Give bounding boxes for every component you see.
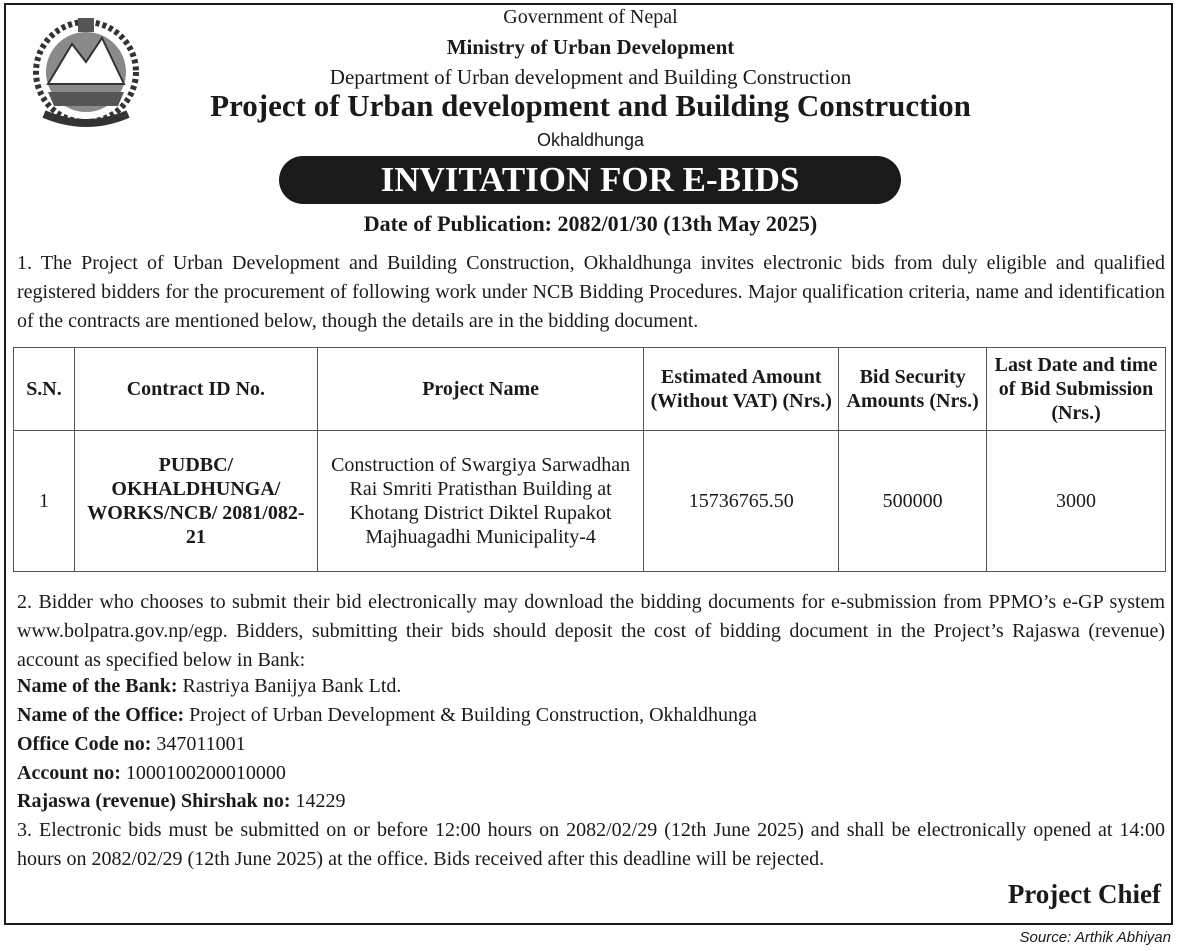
ministry-heading: Ministry of Urban Development <box>446 35 735 59</box>
office-name-label: Name of the Office: <box>17 704 185 726</box>
header-bid-security: Bid Security Amounts (Nrs.) <box>839 348 987 431</box>
department-heading: Department of Urban development and Building Construction <box>329 65 852 89</box>
cell-sn: 1 <box>14 431 75 572</box>
shirshak-value: 14229 <box>290 790 346 812</box>
source-credit: Source: Arthik Abhiyan <box>1019 929 1171 946</box>
cell-bid-security: 500000 <box>839 431 987 572</box>
invitation-banner: INVITATION FOR E-BIDS <box>279 156 901 204</box>
cell-project-name: Construction of Swargiya Sarwadhan Rai Smriti Pratisthan Building at Khotang District Diktel Rupakot Majhuagadhi Municipality-4 <box>317 431 644 572</box>
shirshak-line <box>17 790 346 813</box>
bids-table <box>13 347 1166 572</box>
signoff: Project Chief <box>1007 879 1161 909</box>
office-code-label: Office Code no: <box>17 733 152 755</box>
table-row <box>14 431 1166 572</box>
bank-name-line <box>17 675 401 698</box>
paragraph-2: 2. Bidder who chooses to submit their bid electronically may download the bidding documents for e-submission from PPMO’s e-GP system www.bolpatra.gov.np/egp. Bidders, submitting their bids should deposit the cost of bidding document in the Project’s Rajaswa (revenue) account as specified below in Bank: <box>17 591 1165 671</box>
header-sn: S.N. <box>14 348 75 431</box>
header-contract-id: Contract ID No. <box>74 348 317 431</box>
office-name-value: Project of Urban Development & Building Construction, Okhaldhunga <box>184 704 757 726</box>
cell-estimated-amount: 15736765.50 <box>644 431 839 572</box>
publication-date: Date of Publication: 2082/01/30 (13th May 2025) <box>363 211 818 236</box>
account-line <box>17 762 286 785</box>
location-heading: Okhaldhunga <box>536 130 645 150</box>
cell-contract-id: PUDBC/ OKHALDHUNGA/ WORKS/NCB/ 2081/082-21 <box>74 431 317 572</box>
government-heading: Government of Nepal <box>503 6 678 28</box>
table-header-row <box>14 348 1166 431</box>
cell-last-date: 3000 <box>987 431 1166 572</box>
header-estimated-amount: Estimated Amount (Without VAT) (Nrs.) <box>644 348 839 431</box>
bank-name-value: Rastriya Banijya Bank Ltd. <box>177 675 402 697</box>
header-project-name: Project Name <box>317 348 644 431</box>
paragraph-3: 3. Electronic bids must be submitted on or before 12:00 hours on 2082/02/29 (12th June 2025) and shall be electronically opened at 14:00 hours on 2082/02/29 (12th June 2025) at the office. Bids received after this deadline will be rejected. <box>17 819 1165 870</box>
office-code-line <box>17 733 246 756</box>
office-name-line <box>17 704 757 727</box>
paragraph-1: 1. The Project of Urban Development and Building Construction, Okhaldhunga invites electronic bids from duly eligible and qualified registered bidders for the procurement of following work under NCB Bidding Procedures. Major qualification criteria, name and identification of the contracts are mentioned below, though the details are in the bidding document. <box>17 252 1165 332</box>
account-label: Account no: <box>17 762 121 784</box>
account-value: 1000100200010000 <box>120 762 286 784</box>
header-last-date: Last Date and time of Bid Submission (Nrs.) <box>987 348 1166 431</box>
bank-name-label: Name of the Bank: <box>17 675 178 697</box>
shirshak-label: Rajaswa (revenue) Shirshak no: <box>17 790 291 812</box>
office-code-value: 347011001 <box>151 733 246 755</box>
project-heading: Project of Urban development and Building Construction <box>210 88 971 123</box>
